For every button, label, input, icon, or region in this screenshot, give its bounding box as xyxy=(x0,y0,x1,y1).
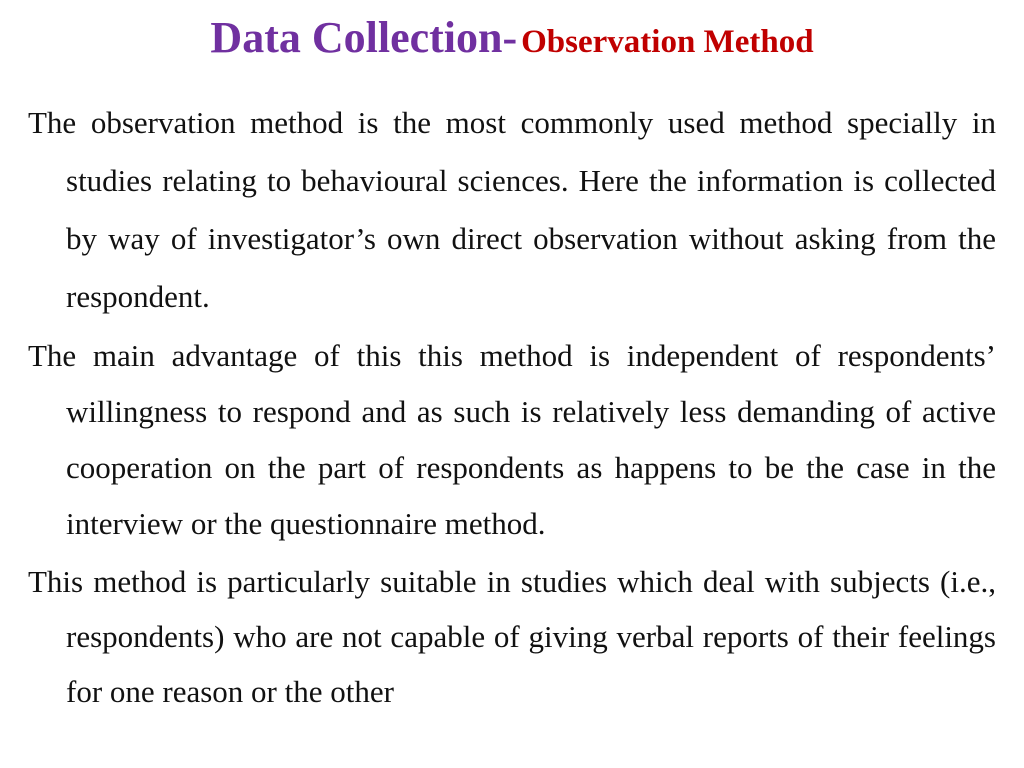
paragraph-suitability: This method is particularly suitable in studies which deal with subjects (i.e., respondents) who are not capable of giving verbal reports of their feelings for one reason or the other xyxy=(28,564,996,709)
slide-title xyxy=(0,10,1024,76)
title-subtitle: Observation Method xyxy=(521,24,814,60)
slide-body xyxy=(28,94,996,719)
title-main: Data Collection- xyxy=(210,13,518,62)
paragraph-main-advantage: The main advantage of this this method is independent of respondents’ willingness to respond and as such is relatively less demanding of active cooperation on the part of respondents as happens to be the case in the interview or the questionnaire method. xyxy=(28,338,996,541)
paragraph-observation-definition: The observation method is the most commonly used method specially in studies relating to behavioural sciences. Here the information is collected by way of investigator’s own direct observation without asking from the respondent. xyxy=(28,105,996,314)
